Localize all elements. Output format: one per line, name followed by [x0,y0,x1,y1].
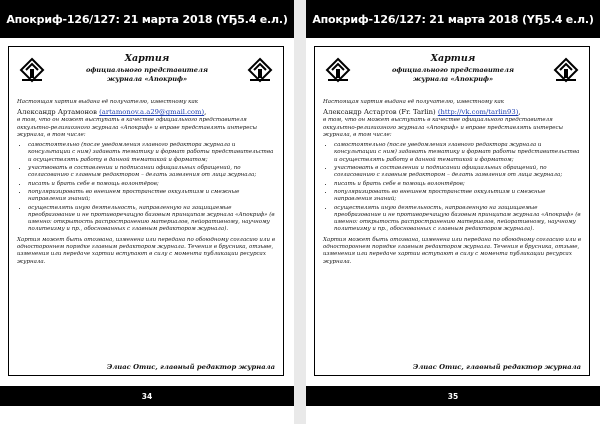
charter-title-block [49,53,245,83]
page-header: Апокриф-126/127: 21 марта 2018 (ҮҔ5.4 е.л.) [306,0,600,38]
apocrypha-emblem-icon [247,57,273,83]
grantee-tail: , [518,108,521,117]
apocrypha-emblem-icon [19,57,45,83]
charter-frame [314,46,590,376]
rights-item: • самостоятельно (после уведомления главного редактора журнала и консультации с ним) задавать тематику и формат работы представительства и осуществлять работу в данной тематикой и форматом; [28,142,277,164]
grantee-contact-link[interactable]: (http://vk.com/tarlin93) [437,108,519,117]
grantee-tail: , [204,108,207,117]
page-footer [306,386,600,406]
editor-signature: Элиас Отис, главный редактор журнала [412,363,581,371]
page-right [306,0,600,424]
rights-item: • популяризировать во внешнем пространстве оккультизм и смежные направления знаний; [334,189,583,204]
grantee-contact-link[interactable]: (artamonov.a.a29@gmail.com) [99,108,205,117]
charter-body [17,99,277,266]
charter-title-block [355,53,551,83]
charter-subtitle: официального представителя [85,66,209,74]
rights-item: • писать и брать себе в помощь волонтёров; [334,181,583,188]
page-left [0,0,294,424]
rights-item: • писать и брать себе в помощь волонтёров; [28,181,277,188]
charter-closing: Хартия может быть отозвана, изменена или передана по обоюдному согласию или в одностороннем порядке главным редактором журнала. Течения в брусника, отзыве, изменения или передаче хартии вступают в силу с момента публикации ресурсах журнала. [323,236,581,265]
charter-intro: Настоящая хартия выдана её получателю, известному как [323,99,505,105]
editor-signature: Элиас Отис, главный редактор журнала [106,363,275,371]
page-number: 34 [141,391,153,401]
charter-subtitle-journal: журнала «Апокриф» [412,75,494,83]
charter-purpose: в том, что он может выступать в качестве официального представителя оккультно-религиозного журнала «Апокриф» и вправе представлять интересы журнала, в том числе: [17,117,258,138]
charter-title: Хартия [430,53,476,64]
grantee-line [17,107,277,117]
charter-subtitle: официального представителя [391,66,515,74]
grantee-line [323,107,583,117]
charter-frame [8,46,284,376]
page-header: Апокриф-126/127: 21 марта 2018 (ҮҔ5.4 е.л.) [0,0,294,38]
rights-item: • популяризировать во внешнем пространстве оккультизм и смежные направления знаний; [28,189,277,204]
rights-item: • участвовать в составлении и подписании официальных обращений, по согласованию с главным редактором – делать заявления от лица журнала; [334,165,583,180]
charter-title: Хартия [124,53,170,64]
charter-body [323,99,583,266]
charter-closing: Хартия может быть отозвана, изменена или передана по обоюдному согласию или в одностороннем порядке главным редактором журнала. Течения в брусника, отзыве, изменения или передаче хартии вступают в силу с момента публикации ресурсах журнала. [17,236,275,265]
rights-item: • участвовать в составлении и подписании официальных обращений, по согласованию с главным редактором – делать заявления от лица журнала; [28,165,277,180]
rights-item: • осуществлять иную деятельность, направленную на защищаемые преобразование и не противоречащую базовым принципам журнала «Апокриф» (в именно: открытость распространению материалов, пейоративному, научному политеизму и пр., обоснованных с главным редактором журнала). [334,205,583,234]
grantee-name: Александр Астартов (Fr. Tarlin) [323,108,438,117]
grantee-name: Александр Артамонов [17,108,100,117]
page-number: 35 [447,391,459,401]
page-footer [0,386,294,406]
apocrypha-emblem-icon [553,57,579,83]
page-gutter [294,0,306,424]
rights-list [323,142,583,234]
apocrypha-emblem-icon [325,57,351,83]
charter-subtitle-journal: журнала «Апокриф» [106,75,188,83]
charter-purpose: в том, что он может выступать в качестве официального представителя оккультно-религиозного журнала «Апокриф» и вправе представлять интересы журнала, в том числе: [323,117,564,138]
rights-item: • самостоятельно (после уведомления главного редактора журнала и консультации с ним) задавать тематику и формат работы представительства и осуществлять работу в данной тематикой и форматом; [334,142,583,164]
rights-list [17,142,277,234]
charter-intro: Настоящая хартия выдана её получателю, известному как [17,99,199,105]
rights-item: • осуществлять иную деятельность, направленную на защищаемые преобразование и не противоречащую базовым принципам журнала «Апокриф» (в именно: открытость распространению материалов, пейоративному, научному политеизму и пр., обоснованных с главным редактором журнала). [28,205,277,234]
